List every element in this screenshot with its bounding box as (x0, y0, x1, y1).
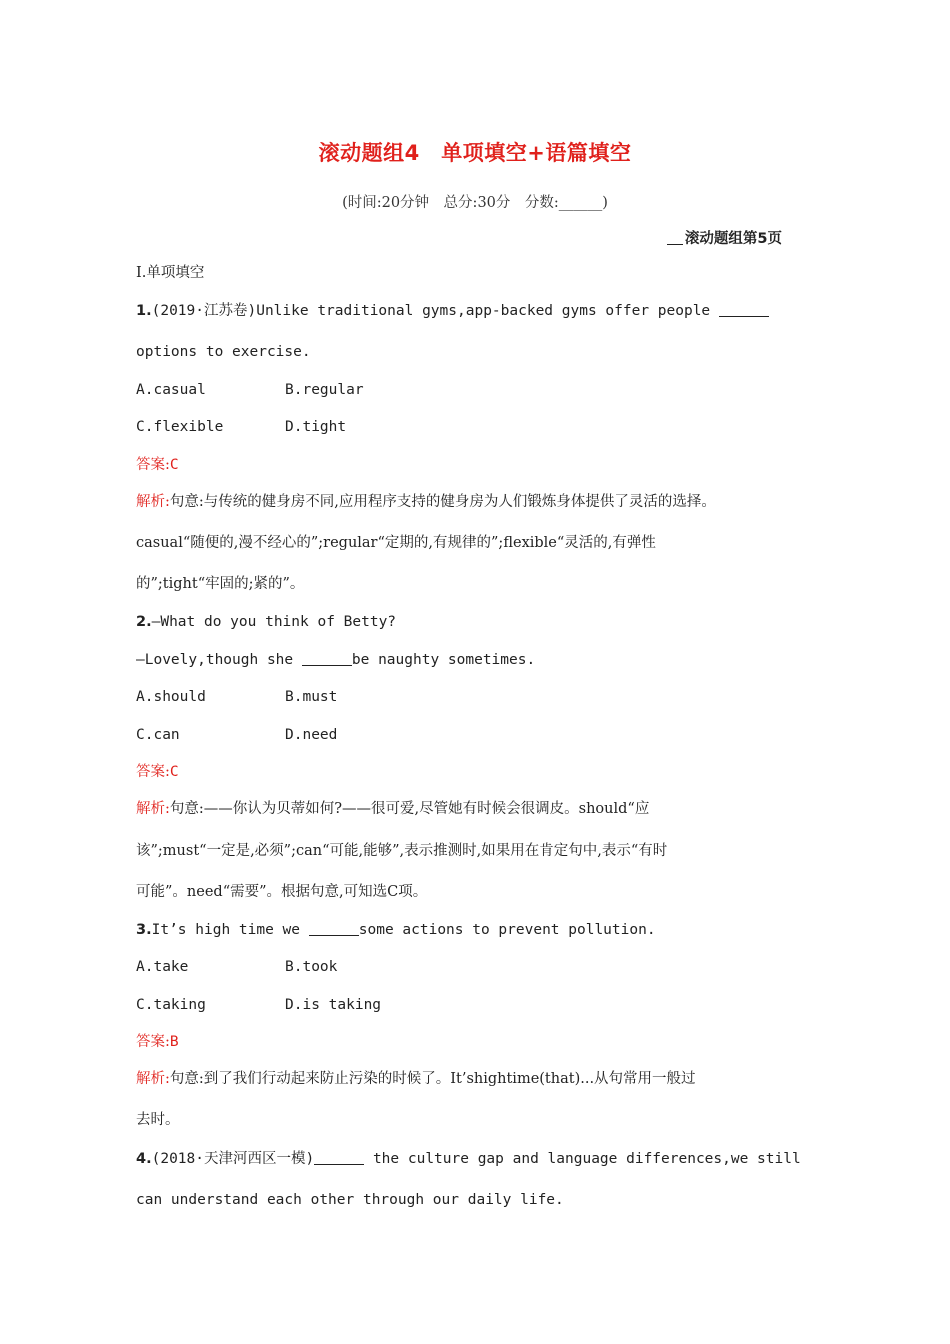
options-row (136, 957, 338, 977)
dialogue-text: —Lovely,though she (136, 652, 302, 668)
question-2 (136, 612, 396, 632)
explanation-line: 该”;must“一定是,必须”;can“可能,能够”,表示推测时,如果用在肯定句中,表示“有时 (136, 843, 668, 859)
options-row (136, 995, 382, 1015)
page-ref-text: 滚动题组第5页 (684, 231, 782, 247)
question-text-end: some actions to prevent pollution. (358, 922, 656, 938)
question-1-cont: options to exercise. (136, 344, 311, 360)
answer-line (136, 455, 179, 475)
section-heading: Ⅰ.单项填空 (136, 265, 205, 281)
answer-label: 答案: (136, 1034, 170, 1050)
page-title: 滚动题组4 单项填空+语篇填空 (318, 141, 632, 165)
answer-blank (719, 316, 769, 317)
option-a: A.take (136, 959, 189, 975)
explanation-text: 句意:到了我们行动起来防止污染的时候了。It’shightime(that)...从句常用一般过 (169, 1071, 696, 1087)
option-c: C.can (136, 727, 180, 743)
option-c: C.taking (136, 997, 206, 1013)
question-1 (136, 301, 769, 321)
question-number: 3. (136, 922, 152, 938)
option-a: A.casual (136, 382, 206, 398)
options-row (136, 687, 338, 707)
explanation-label: 解析: (136, 494, 170, 510)
explanation-line (136, 492, 716, 512)
option-a: A.should (136, 689, 206, 705)
answer-line (136, 762, 179, 782)
question-number: 1. (136, 303, 152, 319)
question-text: It’s high time we (151, 922, 309, 938)
answer-line (136, 1032, 179, 1052)
options-row (136, 725, 338, 745)
answer-blank (309, 935, 359, 936)
option-d: D.is taking (285, 997, 382, 1013)
option-b: B.regular (285, 382, 364, 398)
option-d: D.need (285, 727, 338, 743)
question-4-cont: can understand each other through our daily life. (136, 1192, 564, 1208)
explanation-line (136, 799, 649, 819)
answer-value: B (169, 1034, 179, 1050)
answer-label: 答案: (136, 457, 170, 473)
question-4 (136, 1149, 801, 1169)
question-source: (2018·天津河西区一模) (151, 1151, 315, 1167)
answer-blank (314, 1164, 364, 1165)
question-2-cont (136, 650, 535, 670)
exam-meta: (时间:20分钟 总分:30分 分数:______) (342, 195, 608, 211)
explanation-line: 去时。 (136, 1112, 180, 1128)
explanation-line (136, 1069, 696, 1089)
answer-value: C (169, 764, 179, 780)
explanation-text: 句意:与传统的健身房不同,应用程序支持的健身房为人们锻炼身体提供了灵活的选择。 (169, 494, 716, 510)
options-row (136, 417, 347, 437)
explanation-line: 的”;tight“牢固的;紧的”。 (136, 576, 305, 592)
answer-blank (302, 665, 352, 666)
explanation-label: 解析: (136, 801, 170, 817)
explanation-line: casual“随便的,漫不经心的”;regular“定期的,有规律的”;flexible“灵活的,有弹性 (136, 535, 656, 551)
explanation-text: 句意:——你认为贝蒂如何?——很可爱,尽管她有时候会很调皮。should“应 (169, 801, 650, 817)
option-b: B.must (285, 689, 338, 705)
explanation-line: 可能”。need“需要”。根据句意,可知选C项。 (136, 884, 428, 900)
page-ref-blank (667, 244, 683, 245)
dialogue-text-end: be naughty sometimes. (351, 652, 536, 668)
answer-label: 答案: (136, 764, 170, 780)
option-b: B.took (285, 959, 338, 975)
question-number: 4. (136, 1151, 152, 1167)
options-row (136, 380, 364, 400)
question-3 (136, 920, 656, 940)
question-text: the culture gap and language differences,we still (364, 1151, 801, 1167)
question-number: 2. (136, 614, 152, 630)
page-reference (667, 227, 782, 248)
option-c: C.flexible (136, 419, 224, 435)
question-text: —What do you think of Betty? (151, 614, 397, 630)
answer-value: C (169, 457, 179, 473)
question-text: (2019·江苏卷)Unlike traditional gyms,app-backed gyms offer people (151, 303, 711, 319)
option-d: D.tight (285, 419, 347, 435)
explanation-label: 解析: (136, 1071, 170, 1087)
